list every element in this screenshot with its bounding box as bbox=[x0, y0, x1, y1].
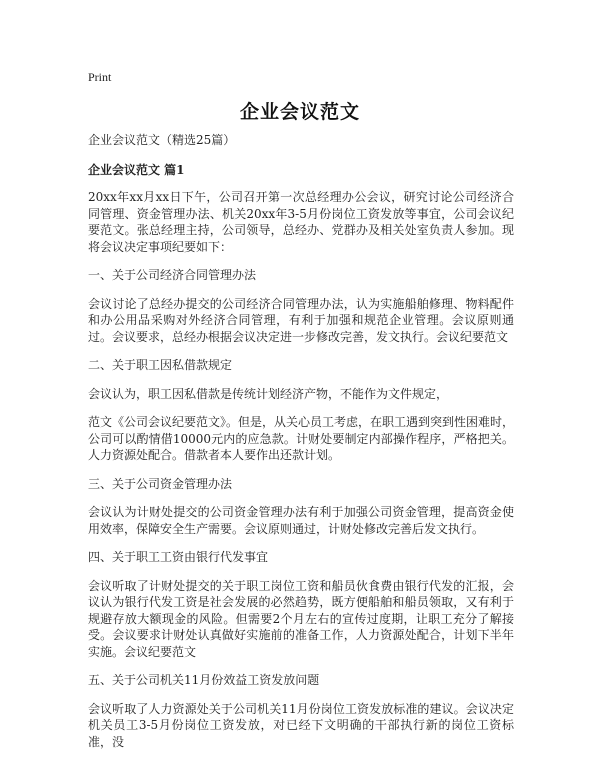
paragraph-contract-management: 会议讨论了总经办提交的公司经济合同管理办法，认为实施船舶修理、物料配件和办公用品采购对外经济合同管理，有利于加强和规范企业管理。会议原则通过。会议要求，总经办根据会议决定进一步修改完善，发文执行。会议纪要范文 bbox=[88, 296, 514, 344]
paragraph-private-loan-1: 会议认为，职工因私借款是传统计划经济产物，不能作为文件规定， bbox=[88, 386, 449, 401]
heading-private-loan: 二、关于职工因私借款规定 bbox=[88, 358, 233, 372]
document-body bbox=[88, 132, 514, 762]
heading-bank-payroll: 四、关于职工工资由银行代发事宜 bbox=[88, 550, 269, 564]
paragraph-november-wages: 会议听取了人力资源处关于公司机关11月份岗位工资发放标准的建议。会议决定机关员工3-5月份岗位工资发放，对已经下文明确的干部执行新的岗位工资标准，没 bbox=[88, 701, 514, 749]
heading-fund-management: 三、关于公司资金管理办法 bbox=[88, 476, 233, 491]
heading-contract-management: 一、关于公司经济合同管理办法 bbox=[88, 268, 257, 282]
document-subtitle: 企业会议范文（精选25篇） bbox=[88, 133, 236, 147]
document-title: 企业会议范文 bbox=[239, 101, 360, 123]
heading-november-wages: 五、关于公司机关11月份效益工资发放问题 bbox=[88, 673, 320, 687]
section-title: 企业会议范文 篇1 bbox=[88, 162, 185, 177]
paragraph-intro: 20xx年xx月xx日下午，公司召开第一次总经理办公会议，研究讨论公司经济合同管理、资金管理办法、机关20xx年3-5月份岗位工资发放等事宜，公司会议纪要范文。张总经理主持，公司领导，总经办、党群办及相关处室负责人参加。现将会议决定事项纪要如下： bbox=[88, 190, 514, 254]
paragraph-bank-payroll: 会议听取了计财处提交的关于职工岗位工资和船员伙食费由银行代发的汇报，会议认为银行代发工资是社会发展的必然趋势，既方便船舶和船员领取，又有利于规避存放大额现金的风险。但需要2个月左右的宣传过度期，让职工充分了解接受。会议要求计财处认真做好实施前的准备工作，人力资源处配合，计划下半年实施。会议纪要范文 bbox=[88, 578, 514, 659]
print-link[interactable]: Print bbox=[88, 70, 112, 84]
paragraph-private-loan-2: 范文《公司会议纪要范文》。但是，从关心员工考虑，在职工遇到突到性困难时，公司可以酌情借10000元内的应急款。计财处要制定内部操作程序，严格把关。人力资源处配合。借款者本人要作出还款计划。 bbox=[88, 415, 515, 462]
paragraph-fund-management: 会议认为计财处提交的公司资金管理办法有利于加强公司资金管理，提高资金使用效率，保障安全生产需要。会议原则通过，计财处修改完善后发文执行。 bbox=[88, 505, 514, 536]
